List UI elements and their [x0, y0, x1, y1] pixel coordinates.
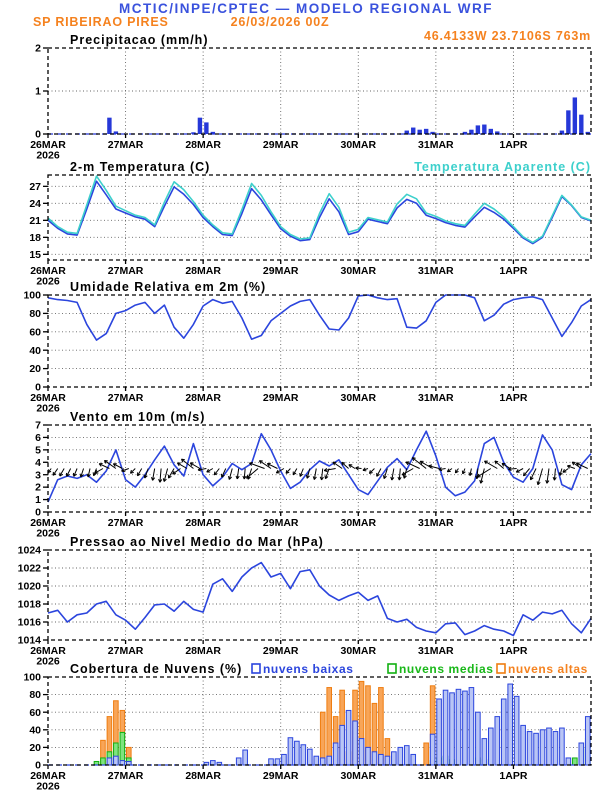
- x-tick-label: 1APR: [499, 517, 528, 529]
- cloud-bar: [527, 732, 532, 765]
- y-tick-label: 100: [23, 289, 41, 302]
- precip-bar: [424, 129, 428, 134]
- x-tick-label: 27MAR: [107, 770, 144, 782]
- cloud-bar: [366, 747, 371, 765]
- precip-bar: [204, 122, 208, 134]
- wind-vector: [559, 469, 562, 476]
- wind-vector: [130, 469, 135, 474]
- x-year-label: 2026: [36, 402, 60, 415]
- y-tick-label: 0: [35, 506, 41, 519]
- cloud-bar: [333, 743, 338, 765]
- legend-swatch-nuvens-baixas: [252, 664, 260, 673]
- wind-vector: [537, 469, 542, 485]
- y-tick-label: 40: [29, 344, 41, 357]
- x-tick-label: 1APR: [499, 265, 528, 277]
- y-tick-label: 1024: [17, 544, 41, 557]
- wind-vector: [313, 469, 316, 480]
- x-year-label: 2026: [36, 780, 60, 792]
- wind-vector: [567, 465, 574, 468]
- wind-vector: [267, 463, 277, 468]
- cloud-bar: [385, 756, 390, 765]
- legend-swatch-nuvens-altas: [497, 664, 505, 673]
- cloud-bar: [379, 754, 384, 765]
- cloud-bar: [372, 752, 377, 765]
- x-tick-label: 28MAR: [185, 139, 221, 151]
- cloud-bar: [308, 749, 313, 765]
- report-subtitle: [33, 15, 329, 29]
- x-tick-label: 26MAR: [30, 139, 66, 151]
- y-tick-label: 80: [29, 308, 41, 320]
- x-tick-label: 27MAR: [107, 517, 144, 529]
- x-tick-label: 29MAR: [262, 770, 299, 782]
- cloud-bar: [540, 730, 545, 765]
- wind-vector: [363, 468, 368, 471]
- cloud-bar: [114, 756, 119, 765]
- cloud-bar: [211, 761, 216, 765]
- x-tick-label: 30MAR: [340, 392, 377, 404]
- x-tick-label: 31MAR: [418, 770, 454, 782]
- y-tick-label: 24: [29, 197, 41, 210]
- x-tick-label: 26MAR: [30, 517, 66, 529]
- cloud-bar: [392, 752, 397, 765]
- cloud-bar: [501, 699, 506, 765]
- wind-vector: [87, 469, 90, 477]
- wind-vector: [246, 469, 258, 479]
- pressure-line: [48, 563, 591, 636]
- x-tick-label: 26MAR: [30, 392, 66, 404]
- y-tick-label: 20: [29, 363, 41, 376]
- y-tick-label: 2: [35, 42, 41, 55]
- x-tick-label: 27MAR: [107, 139, 144, 151]
- plot-frame: [48, 550, 591, 640]
- report-title: MCTIC/INPE/CPTEC — MODELO REGIONAL WRF: [119, 1, 493, 16]
- wind-vector: [447, 469, 452, 472]
- x-tick-label: 29MAR: [262, 645, 299, 657]
- cloud-bar: [585, 717, 590, 765]
- wind-vector: [508, 467, 516, 470]
- cloud-bar: [269, 759, 274, 765]
- cloud-bar: [359, 739, 364, 765]
- x-tick-label: 31MAR: [418, 645, 454, 657]
- y-tick-label: 27: [29, 180, 41, 193]
- wind-vector: [236, 469, 239, 479]
- wind-vector: [138, 469, 142, 476]
- cloud-bar: [411, 754, 416, 765]
- precip-bar: [566, 110, 570, 134]
- y-tick-label: 7: [35, 419, 41, 432]
- precip-bar: [573, 97, 577, 134]
- cloud-bar: [443, 690, 448, 765]
- panel-title: Vento em 10m (m/s): [70, 410, 206, 424]
- x-tick-label: 28MAR: [185, 392, 221, 404]
- cloud-bar: [288, 738, 293, 765]
- x-tick-label: 28MAR: [185, 645, 221, 657]
- precip-bar: [482, 125, 486, 134]
- cloud-bar: [469, 688, 474, 765]
- wind-vector: [207, 469, 213, 473]
- cloud-bar: [579, 743, 584, 765]
- cloud-bar: [476, 712, 481, 765]
- wind-vector: [214, 469, 219, 475]
- panel-temperature: [29, 160, 591, 288]
- cloud-bar: [495, 717, 500, 765]
- cloud-bar: [489, 728, 494, 765]
- x-tick-label: 30MAR: [340, 139, 377, 151]
- panel-title: Cobertura de Nuvens (%): [70, 662, 243, 676]
- x-year-label: 2026: [36, 149, 60, 162]
- wind-vector: [320, 469, 323, 480]
- wind-vector: [286, 469, 290, 474]
- cloud-bar: [560, 728, 565, 765]
- x-tick-label: 31MAR: [418, 517, 454, 529]
- wind-vector: [228, 469, 232, 480]
- y-tick-label: 1020: [17, 580, 41, 593]
- cloud-bar: [327, 688, 332, 765]
- x-tick-label: 30MAR: [340, 770, 377, 782]
- legend-label-nuvens-altas: nuvens altas: [508, 662, 588, 676]
- cloud-bar: [320, 758, 325, 765]
- x-tick-label: 28MAR: [185, 517, 221, 529]
- x-year-label: 2026: [36, 527, 60, 540]
- y-tick-label: 100: [23, 671, 41, 684]
- cloud-bar: [379, 688, 384, 765]
- wind-vector: [177, 463, 187, 469]
- legend-apparent-temperature: Temperatura Aparente (C): [414, 160, 591, 174]
- y-tick-label: 18: [29, 231, 41, 244]
- wind-vector: [342, 462, 349, 468]
- cloud-bar: [346, 710, 351, 765]
- cloud-bar: [107, 758, 112, 765]
- x-tick-label: 29MAR: [262, 265, 299, 277]
- y-tick-label: 20: [29, 742, 41, 754]
- wind-vector: [369, 469, 374, 474]
- cloud-bar: [482, 739, 487, 765]
- y-tick-label: 2: [35, 481, 41, 494]
- wind-vector: [429, 465, 439, 469]
- x-tick-label: 29MAR: [262, 517, 299, 529]
- relative-humidity-line: [48, 295, 591, 340]
- y-tick-label: 0: [35, 759, 41, 772]
- x-year-label: 2026: [36, 655, 60, 668]
- panel-wind: [30, 410, 591, 540]
- cloud-bar: [282, 754, 287, 765]
- x-tick-label: 30MAR: [340, 265, 377, 277]
- y-tick-label: 1: [35, 494, 41, 507]
- x-tick-label: 27MAR: [107, 645, 144, 657]
- cloud-bar: [295, 741, 300, 765]
- cloud-bar: [463, 691, 468, 765]
- x-tick-label: 31MAR: [418, 392, 454, 404]
- wind-vector: [249, 462, 264, 468]
- wind-vector: [563, 469, 568, 473]
- precip-bar: [476, 125, 480, 134]
- x-tick-label: 1APR: [499, 645, 528, 657]
- panel-pressure: [18, 535, 591, 668]
- wind-vector: [300, 469, 304, 477]
- wind-vector: [159, 469, 162, 483]
- wind-vector: [324, 468, 336, 471]
- x-tick-label: 31MAR: [418, 139, 454, 151]
- cloud-bar: [573, 758, 578, 765]
- wind-vector: [480, 469, 485, 484]
- legend-swatch-nuvens-medias: [388, 664, 396, 673]
- station-name: SP RIBEIRAO PIRES: [33, 15, 169, 29]
- x-tick-label: 29MAR: [262, 139, 299, 151]
- x-tick-label: 26MAR: [30, 770, 66, 782]
- x-tick-label: 27MAR: [107, 265, 144, 277]
- x-tick-label: 1APR: [499, 392, 528, 404]
- wind-line: [48, 431, 591, 502]
- y-tick-label: 1: [35, 85, 41, 98]
- cloud-bar: [101, 758, 106, 765]
- x-tick-label: 1APR: [499, 770, 528, 782]
- cloud-bar: [275, 759, 280, 765]
- wind-vector: [349, 465, 355, 469]
- wind-vector: [67, 469, 71, 477]
- cloud-bar: [521, 725, 526, 765]
- y-tick-label: 1018: [17, 598, 41, 611]
- precip-bar: [579, 115, 583, 134]
- y-tick-label: 1022: [17, 562, 41, 575]
- y-tick-label: 6: [35, 432, 41, 445]
- y-tick-label: 80: [29, 689, 41, 702]
- panel-title: Umidade Relativa em 2m (%): [70, 280, 267, 294]
- cloud-bar: [437, 699, 442, 765]
- legend-label-nuvens-baixas: nuvens baixas: [263, 662, 354, 676]
- panel-precipitation: [30, 33, 591, 162]
- y-tick-label: 40: [29, 724, 41, 737]
- cloud-bar: [566, 758, 571, 765]
- wind-vector: [53, 469, 58, 476]
- panel-title: Precipitacao (mm/h): [70, 33, 209, 47]
- cloud-bar: [120, 761, 125, 765]
- x-tick-label: 28MAR: [185, 770, 221, 782]
- wind-vector: [377, 469, 381, 477]
- y-tick-label: 4: [35, 456, 41, 469]
- cloud-bar: [353, 721, 358, 765]
- x-tick-label: 29MAR: [262, 392, 299, 404]
- cloud-bar: [430, 734, 435, 765]
- y-tick-label: 21: [29, 214, 41, 227]
- panel-cloud-cover: [23, 662, 591, 792]
- y-tick-label: 60: [29, 326, 41, 339]
- panel-relative-humidity: [23, 280, 591, 415]
- x-tick-label: 27MAR: [107, 392, 144, 404]
- precip-bar: [198, 118, 202, 134]
- station-coordinates: 46.4133W 23.7106S 763m: [423, 29, 591, 43]
- y-tick-label: 5: [35, 444, 41, 457]
- cloud-bar: [553, 732, 558, 765]
- x-tick-label: 26MAR: [30, 265, 66, 277]
- cloud-bar: [398, 747, 403, 765]
- wind-vector: [243, 469, 246, 480]
- wind-vector: [546, 469, 549, 484]
- wind-vector: [516, 469, 523, 473]
- cloud-bar: [314, 756, 319, 765]
- cloud-bar: [508, 684, 513, 765]
- cloud-bar: [320, 712, 325, 765]
- cloud-bar: [450, 693, 455, 765]
- cloud-bar: [514, 696, 519, 765]
- precip-bar: [107, 118, 111, 134]
- wind-vector: [356, 467, 362, 470]
- cloud-bar: [301, 745, 306, 765]
- y-tick-label: 1014: [17, 634, 41, 647]
- cloud-bar: [340, 725, 345, 765]
- cloud-bar: [404, 746, 409, 765]
- legend-label-nuvens-medias: nuvens medias: [399, 662, 494, 676]
- cloud-bar: [327, 756, 332, 765]
- cloud-bar: [236, 758, 241, 765]
- model-run-datetime: 26/03/2026 00Z: [230, 15, 330, 29]
- x-tick-label: 31MAR: [418, 265, 454, 277]
- cloud-bar: [424, 743, 429, 765]
- precip-bar: [489, 129, 493, 134]
- panel-title: 2-m Temperatura (C): [70, 160, 211, 174]
- cloud-bar: [243, 750, 248, 765]
- wind-vector: [462, 469, 465, 474]
- y-tick-label: 3: [35, 469, 41, 482]
- cloud-bar: [534, 733, 539, 765]
- precip-bar: [411, 128, 415, 134]
- x-tick-label: 30MAR: [340, 517, 377, 529]
- x-year-label: 2026: [36, 275, 60, 288]
- wind-vector: [60, 469, 64, 477]
- x-tick-label: 26MAR: [30, 645, 66, 657]
- x-tick-label: 30MAR: [340, 645, 377, 657]
- panel-title: Pressao ao Nivel Medio do Mar (hPa): [70, 535, 324, 549]
- x-tick-label: 1APR: [499, 139, 528, 151]
- y-tick-label: 0: [35, 128, 41, 141]
- wind-vector: [455, 469, 458, 473]
- cloud-bar: [456, 689, 461, 765]
- cloud-bar: [547, 728, 552, 765]
- y-tick-label: 15: [29, 248, 41, 261]
- x-tick-label: 28MAR: [185, 265, 221, 277]
- y-tick-label: 1016: [17, 616, 41, 629]
- wind-vector: [144, 469, 148, 479]
- y-tick-label: 60: [29, 706, 41, 719]
- wind-vector: [293, 469, 297, 475]
- y-tick-label: 0: [35, 381, 41, 394]
